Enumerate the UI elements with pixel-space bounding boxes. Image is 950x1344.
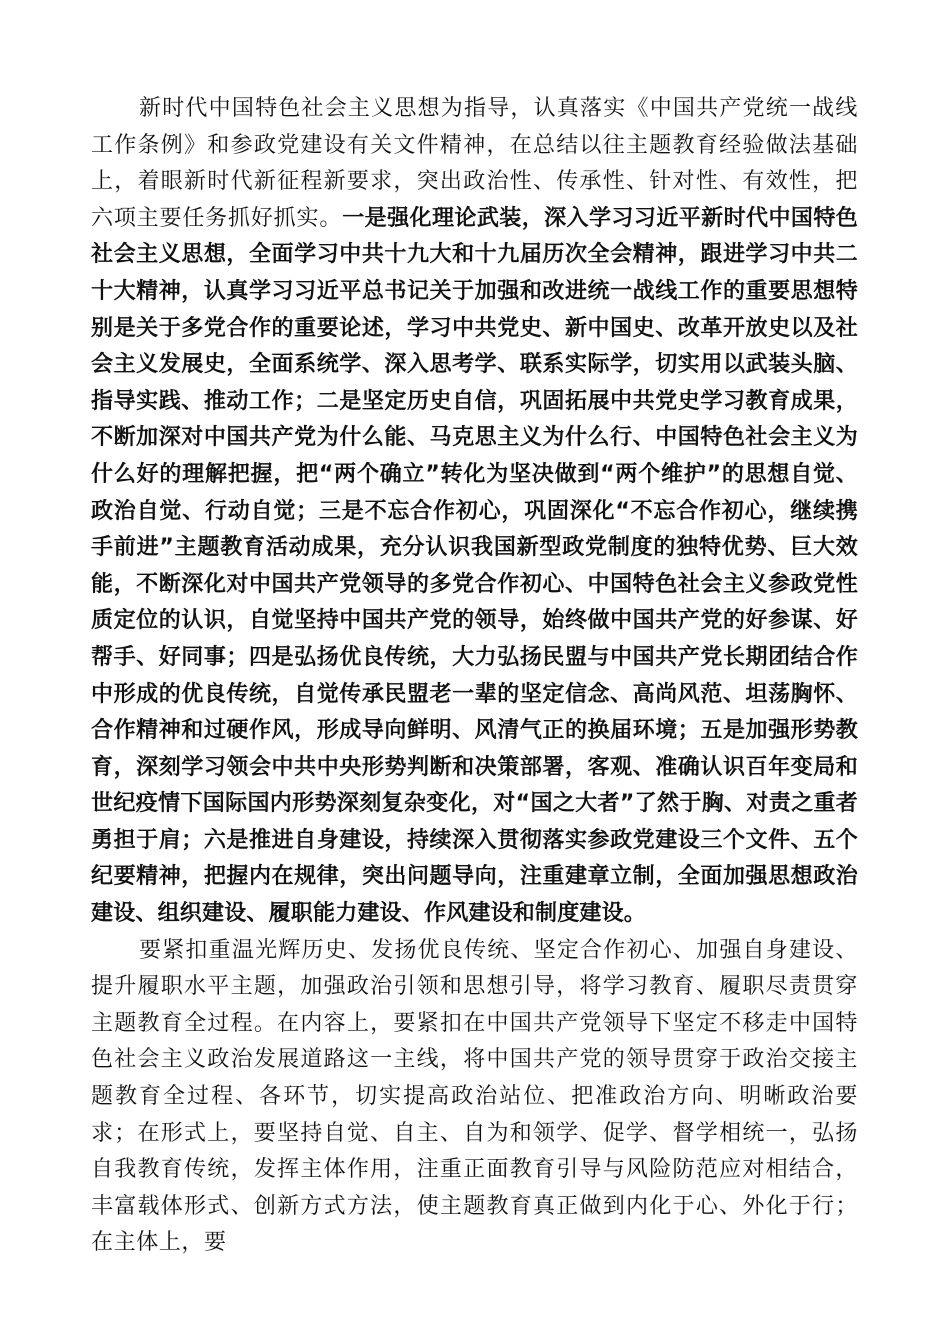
paragraph-1-bold-text: 一是强化理论武装，深入学习习近平新时代中国特色社会主义思想，全面学习中共十九大和十九届历次全会精神，跟进学习中共二十大精神，认真学习习近平总书记关于加强和改进统一战线工作的重要思想特别是关于多党合作的重要论述，学习中共党史、新中国史、改革开放史以及社会主义发展史，全面系统学、深入思考学、联系实际学，切实用以武装头脑、指导实践、推动工作；二是坚定历史自信，巩固拓展中共党史学习教育成果，不断加深对中国共产党为什么能、马克思主义为什么行、中国特色社会主义为什么好的理解把握，把“两个确立”转化为坚决做到“两个维护”的思想自觉、政治自觉、行动自觉；三是不忘合作初心，巩固深化“不忘合作初心，继续携手前进”主题教育活动成果，充分认识我国新型政党制度的独特优势、巨大效能，不断深化对中国共产党领导的多党合作初心、中国特色社会主义参政党性质定位的认识，自觉坚持中国共产党的领导，始终做中国共产党的好参谋、好帮手、好同事；四是弘扬优良传统，大力弘扬民盟与中国共产党长期团结合作中形成的优良传统，自觉传承民盟老一辈的坚定信念、高尚风范、坦荡胸怀、合作精神和过硬作风，形成导向鲜明、风清气正的换届环境；五是加强形势教育，深刻学习领会中共中央形势判断和决策部署，客观、准确认识百年变局和世纪疫情下国际国内形势深刻复杂变化，对“国之大者”了然于胸、对责之重者勇担于肩；六是推进自身建设，持续深入贯彻落实参政党建设三个文件、五个纪要精神，把握内在规律，突出问题导向，注重建章立制，全面加强思想政治建设、组织建设、履职能力建设、作风建设和制度建设。	[91, 205, 858, 927]
paragraph-2-text: 要紧扣重温光辉历史、发扬优良传统、坚定合作初心、加强自身建设、提升履职水平主题，加强政治引领和思想引导，将学习教育、履职尽责贯穿主题教育全过程。在内容上，要紧扣在中国共产党领导下坚定不移走中国特色社会主义政治发展道路这一主线，将中国共产党的领导贯穿于政治交接主题教育全过程、各环节，切实提高政治站位、把准政治方向、明晰政治要求；在形式上，要坚持自觉、自主、自为和领学、促学、督学相统一，弘扬自我教育传统，发挥主体作用，注重正面教育引导与风险防范应对相结合，丰富载体形式、创新方式方法，使主题教育真正做到内化于心、外化于行；在主体上，要	[91, 937, 858, 1256]
document-page	[91, 91, 858, 1262]
paragraph-2	[91, 933, 858, 1262]
paragraph-1-normal-text: 新时代中国特色社会主义思想为指导，认真落实《中国共产党统一战线工作条例》和参政党建设有关文件精神，在总结以往主题教育经验做法基础上，着眼新时代新征程新要求，突出政治性、传承性、针对性、有效性，把六项主要任务抓好抓实。	[91, 96, 858, 231]
paragraph-1	[91, 91, 858, 933]
